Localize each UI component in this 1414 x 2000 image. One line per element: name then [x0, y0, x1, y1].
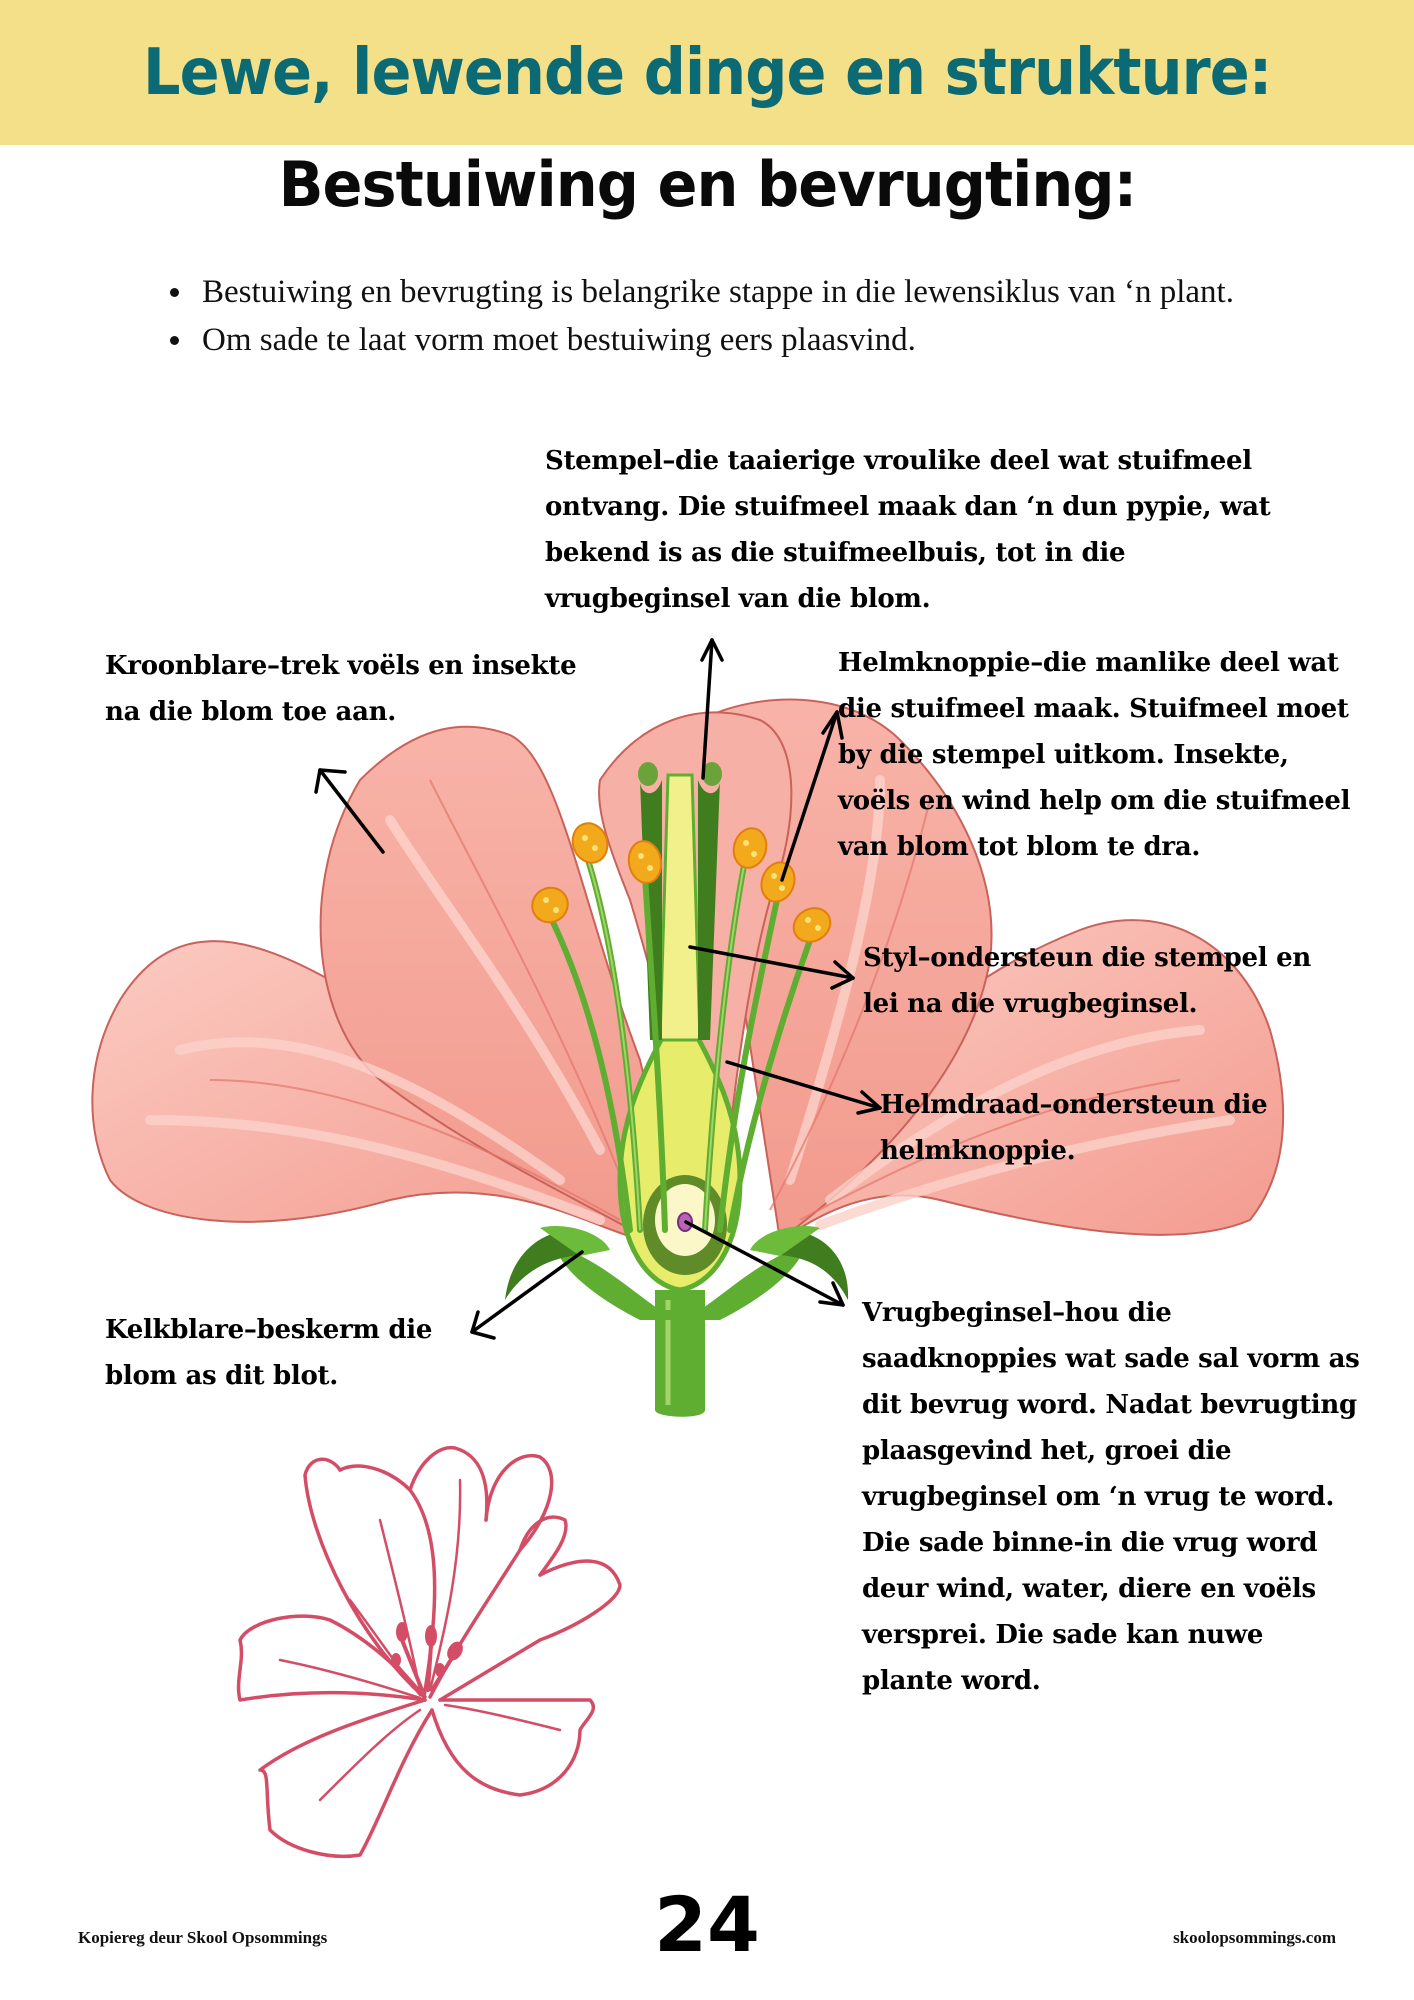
label-styl: Styl–ondersteun die stempel en lei na die vrugbeginsel.	[863, 943, 1311, 1019]
footer-website: skoolopsommings.com	[1173, 1928, 1336, 1947]
page-title: Lewe, lewende dinge en strukture:	[142, 35, 1272, 110]
label-helmdraad: Helmdraad–ondersteun die helmknoppie.	[880, 1090, 1268, 1166]
label-helmknoppie: Helmknoppie–die manlike deel wat die stuifmeel maak. Stuifmeel moet by die stempel uitkom. Insekte, voëls en wind help om die stuifmeel van blom tot blom te dra.	[838, 648, 1351, 862]
footer-copyright: Kopiereg deur Skool Opsommings	[78, 1928, 328, 1947]
label-kelkblare: Kelkblare–beskerm die blom as dit blot.	[105, 1315, 433, 1391]
label-stempel: Stempel–die taaierige vroulike deel wat stuifmeel ontvang. Die stuifmeel maak dan ‘n dun pypie, wat bekend is as die stuifmeelbuis, tot in die vrugbeginsel van die blom.	[545, 446, 1271, 614]
bullet-item: Bestuiwing en bevrugting is belangrike stappe in die lewensiklus van ‘n plant.	[170, 268, 1300, 316]
label-kroonblare: Kroonblare–trek voëls en insekte na die blom toe aan.	[105, 651, 577, 727]
label-vrugbeginsel: Vrugbeginsel–hou die saadknoppies wat sade sal vorm as dit bevrug word. Nadat bevrugting plaasgevind het, groei die vrugbeginsel om ‘n vrug te word. Die sade binne-in die vrug word deur wind, water, diere en voëls versprei. Die sade kan nuwe plante word.	[862, 1298, 1360, 1696]
page-number: 24	[654, 1880, 760, 1969]
bullet-item: Om sade te laat vorm moet bestuiwing eers plaasvind.	[170, 316, 1300, 364]
line-art-flower-decoration	[239, 1448, 620, 1857]
section-heading-text: Bestuiwing en bevrugting:	[278, 148, 1136, 221]
